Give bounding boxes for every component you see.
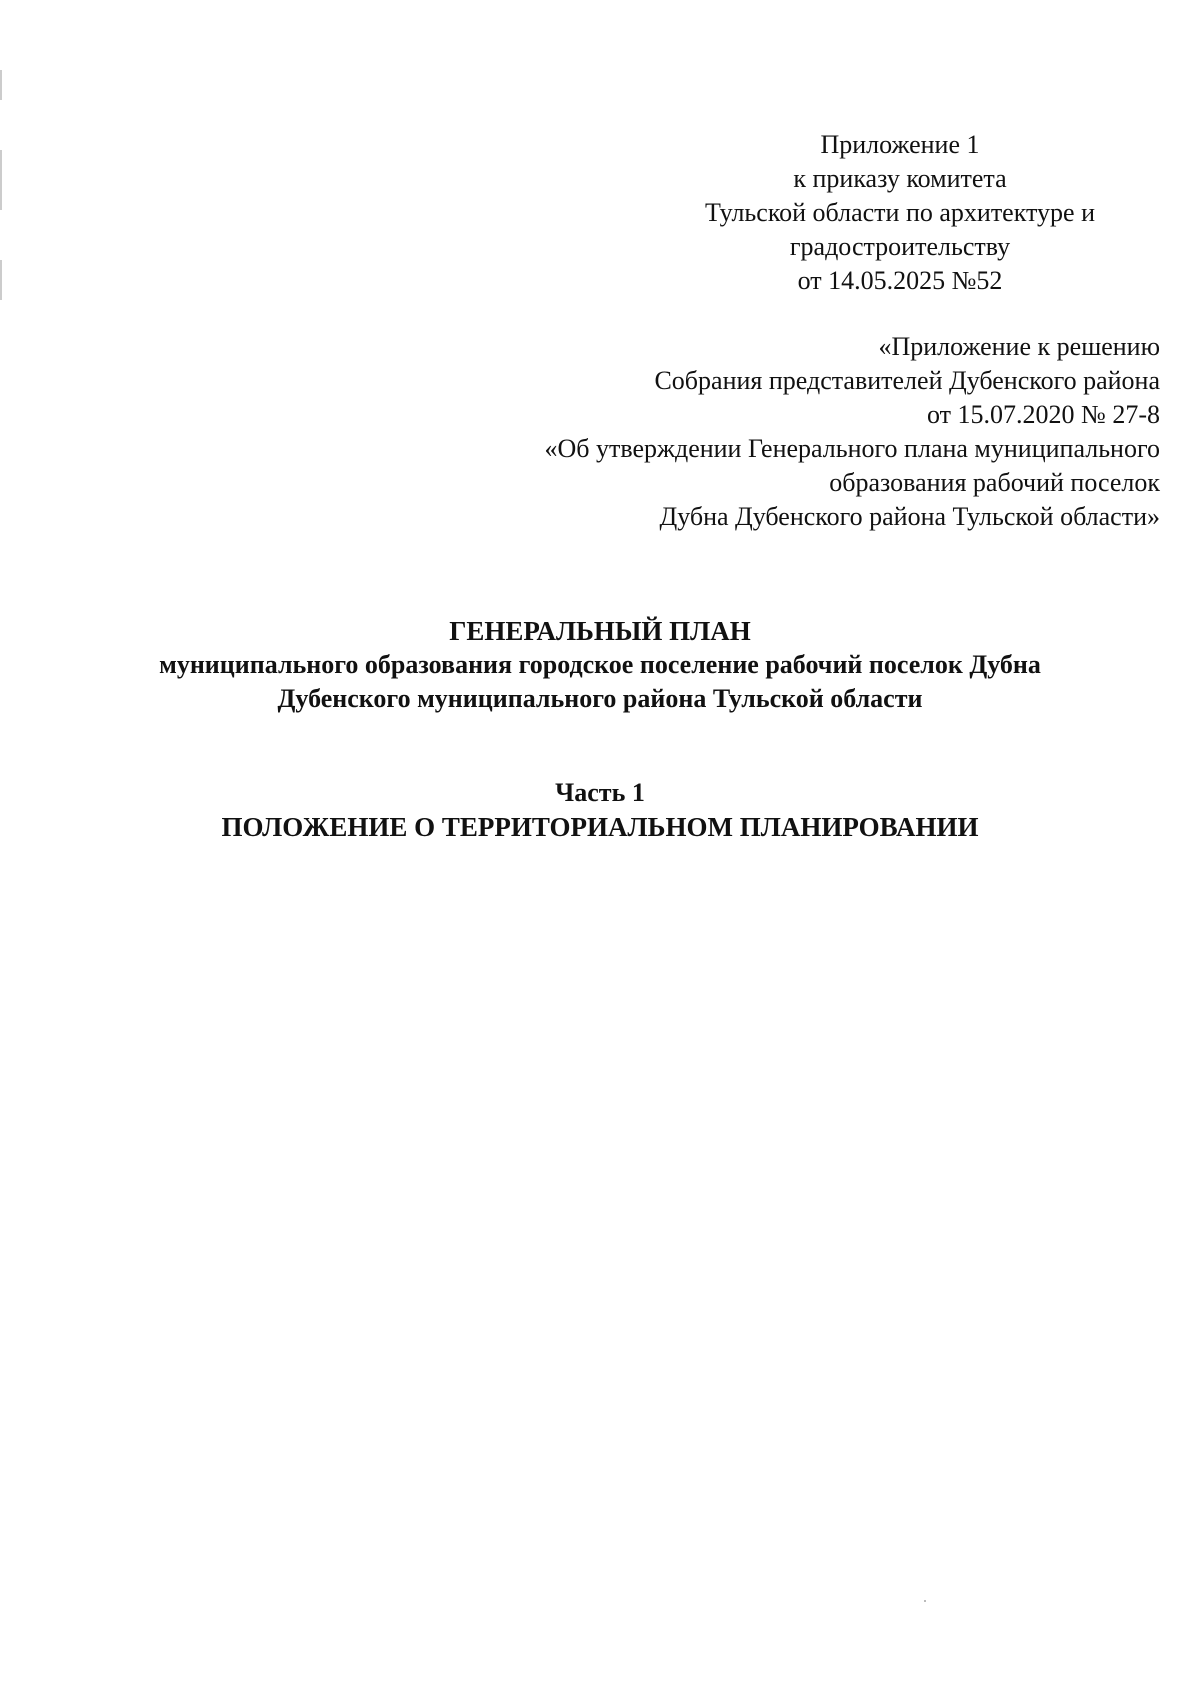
decision-line-2: Собрания представителей Дубенского района xyxy=(654,366,1160,395)
decision-line-4: «Об утверждении Генерального плана муниципального xyxy=(544,434,1160,463)
decision-line-1: «Приложение к решению xyxy=(878,332,1160,361)
appendix-line-1: Приложение 1 xyxy=(820,130,980,159)
scan-dot xyxy=(924,1600,926,1602)
part-title: ПОЛОЖЕНИЕ О ТЕРРИТОРИАЛЬНОМ ПЛАНИРОВАНИИ xyxy=(221,812,979,842)
appendix-line-5: от 14.05.2025 №52 xyxy=(797,266,1003,295)
scan-mark xyxy=(0,70,2,100)
scan-mark xyxy=(0,150,2,210)
appendix-line-2: к приказу комитета xyxy=(793,164,1007,193)
decision-line-3: от 15.07.2020 № 27-8 xyxy=(927,400,1160,429)
part-label: Часть 1 xyxy=(555,778,645,807)
plan-subtitle-line-2: Дубенского муниципального района Тульской области xyxy=(277,684,923,713)
appendix-line-3: Тульской области по архитектуре и xyxy=(705,198,1095,227)
decision-line-5: образования рабочий поселок xyxy=(829,468,1160,497)
decision-line-6: Дубна Дубенского района Тульской области» xyxy=(659,502,1160,531)
plan-title: ГЕНЕРАЛЬНЫЙ ПЛАН xyxy=(449,616,751,646)
scan-mark xyxy=(0,260,2,300)
plan-subtitle-line-1: муниципального образования городское поселение рабочий поселок Дубна xyxy=(159,650,1041,679)
appendix-line-4: градостроительству xyxy=(789,232,1011,261)
